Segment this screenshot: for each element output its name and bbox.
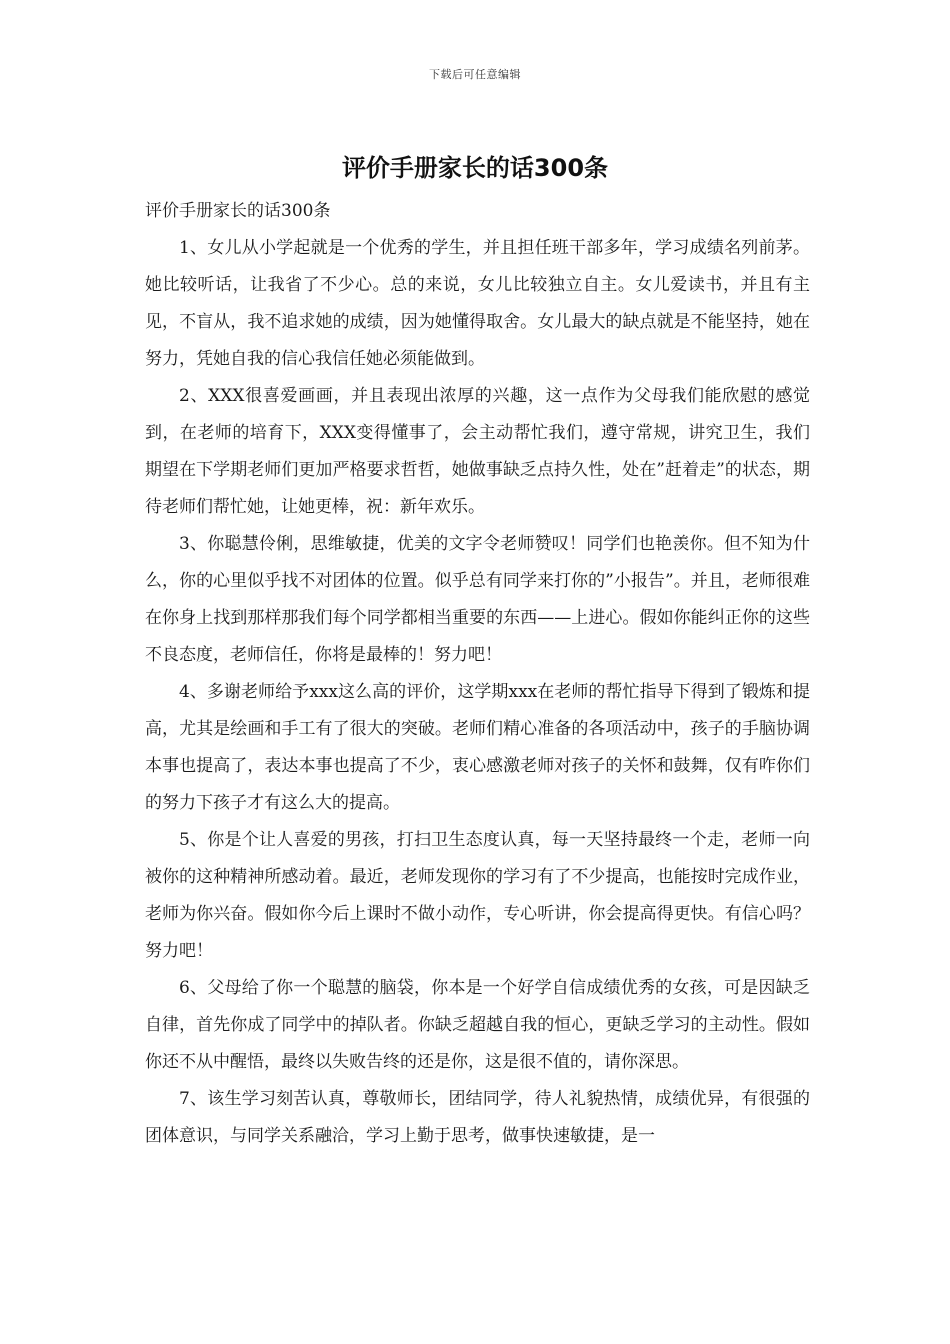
list-item: 7、该生学习刻苦认真，尊敬师长，团结同学，待人礼貌热情，成绩优异，有很强的团体意识，与同学关系融洽，学习上勤于思考，做事快速敏捷，是一 (145, 1089, 810, 1146)
document-subtitle: 评价手册家长的话300条 (145, 201, 331, 221)
list-item: 6、父母给了你一个聪慧的脑袋，你本是一个好学自信成绩优秀的女孩，可是因缺乏自律，首先你成了同学中的掉队者。你缺乏超越自我的恒心，更缺乏学习的主动性。假如你还不从中醒悟，最终以失败告终的还是你，这是很不值的，请你深思。 (145, 978, 810, 1072)
list-item: 1、女儿从小学起就是一个优秀的学生，并且担任班干部多年，学习成绩名列前茅。她比较听话，让我省了不少心。总的来说，女儿比较独立自主。女儿爱读书，并且有主见，不盲从，我不追求她的成绩，因为她懂得取舍。女儿最大的缺点就是不能坚持，她在努力，凭她自我的信心我信任她必须能做到。 (145, 238, 810, 369)
list-item: 4、多谢老师给予xxx这么高的评价，这学期xxx在老师的帮忙指导下得到了锻炼和提高，尤其是绘画和手工有了很大的突破。老师们精心准备的各项活动中，孩子的手脑协调本事也提高了，表达本事也提高了不少，衷心感激老师对孩子的关怀和鼓舞，仅有咋你们的努力下孩子才有这么大的提高。 (145, 682, 810, 813)
header-note: 下载后可任意编辑 (429, 68, 521, 81)
list-item: 5、你是个让人喜爱的男孩，打扫卫生态度认真，每一天坚持最终一个走，老师一向被你的这种精神所感动着。最近，老师发现你的学习有了不少提高，也能按时完成作业，老师为你兴奋。假如你今后上课时不做小动作，专心听讲，你会提高得更快。有信心吗？努力吧！ (145, 830, 810, 961)
document-title: 评价手册家长的话300条 (341, 154, 609, 182)
list-item: 2、XXX很喜爱画画，并且表现出浓厚的兴趣，这一点作为父母我们能欣慰的感觉到，在老师的培育下，XXX变得懂事了，会主动帮忙我们，遵守常规，讲究卫生，我们期望在下学期老师们更加严格要求哲哲，她做事缺乏点持久性，处在”赶着走”的状态，期待老师们帮忙她，让她更棒，祝：新年欢乐。 (145, 386, 810, 517)
list-item: 3、你聪慧伶俐，思维敏捷，优美的文字令老师赞叹！同学们也艳羡你。但不知为什么，你的心里似乎找不对团体的位置。似乎总有同学来打你的”小报告”。并且，老师很难在你身上找到那样那我们每个同学都相当重要的东西——上进心。假如你能纠正你的这些不良态度，老师信任，你将是最棒的！努力吧！ (145, 534, 810, 665)
document-body (145, 193, 810, 1155)
